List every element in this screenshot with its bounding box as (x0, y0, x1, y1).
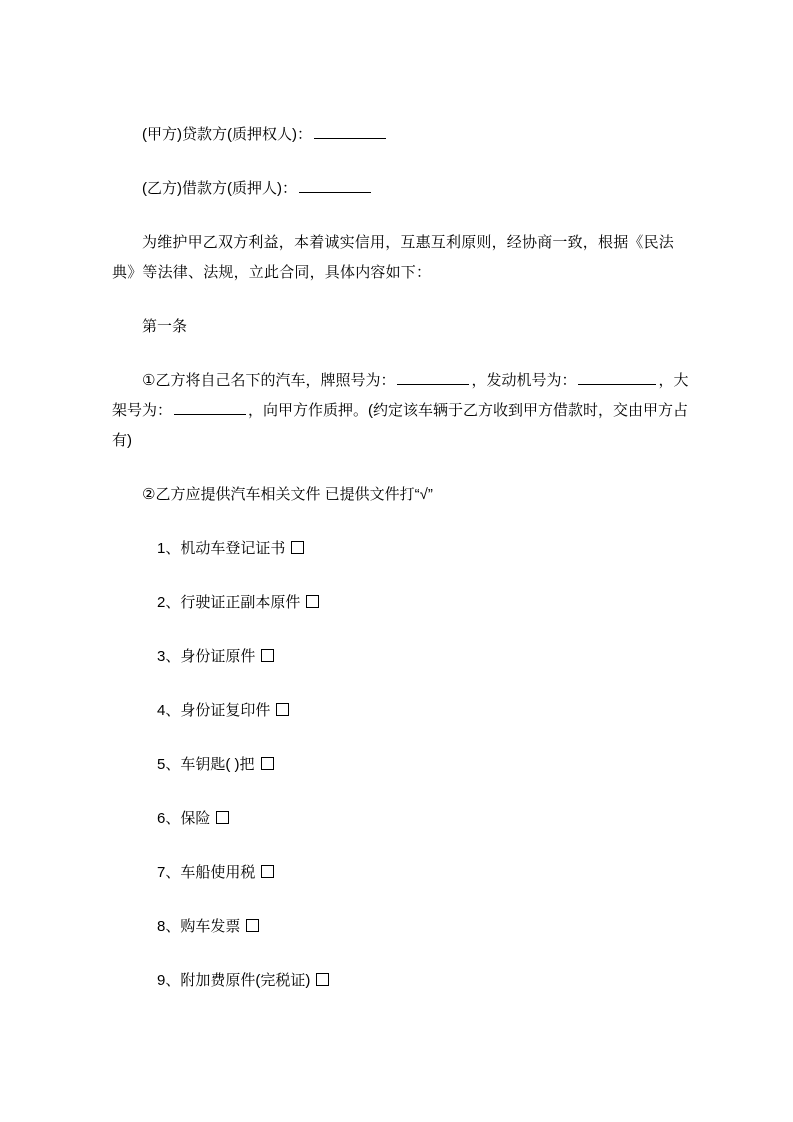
document-body (112, 120, 692, 1020)
clause-1-text-part1: ①乙方将自己名下的汽车，牌照号为： (142, 372, 396, 389)
preamble-paragraph: 为维护甲乙双方利益，本着诚实信用，互惠互利原则，经协商一致，根据《民法典》等法律、法规，立此合同，具体内容如下： (112, 234, 675, 281)
list-item (112, 534, 692, 564)
checklist-label-8: 8、购车发票 (157, 918, 241, 935)
checklist-label-9: 9、附加费原件(完税证) (157, 972, 311, 989)
checkbox-6[interactable] (216, 811, 229, 824)
party-line-jiafang (112, 120, 692, 150)
checkbox-7[interactable] (261, 865, 274, 878)
party-line-yifang (112, 174, 692, 204)
list-item (112, 858, 692, 888)
checklist-label-1: 1、机动车登记证书 (157, 540, 286, 557)
party-label-yifang: (乙方)借款方(质押人)： (142, 180, 297, 197)
list-item (112, 966, 692, 996)
checklist-label-3: 3、身份证原件 (157, 648, 256, 665)
clause-1-blank-engine[interactable] (578, 370, 656, 385)
clause-1-text-part2: ，发动机号为： (471, 372, 577, 389)
clause-1-blank-vin[interactable] (174, 400, 246, 415)
checkbox-4[interactable] (276, 703, 289, 716)
list-item (112, 642, 692, 672)
checkbox-9[interactable] (316, 973, 329, 986)
list-item (112, 588, 692, 618)
checklist-label-6: 6、保险 (157, 810, 211, 827)
party-blank-yifang[interactable] (299, 178, 371, 193)
clause-1-text-part4: ，向甲方作质押。(约定该车辆于乙方收到甲方借款时，交由甲方占有) (112, 402, 689, 449)
list-item (112, 912, 692, 942)
checklist-label-5: 5、车钥匙( )把 (157, 756, 255, 773)
clause-1-blank-plate[interactable] (397, 370, 469, 385)
checkbox-5[interactable] (261, 757, 274, 770)
checklist-label-2: 2、行驶证正副本原件 (157, 594, 301, 611)
list-item (112, 750, 692, 780)
checklist-label-7: 7、车船使用税 (157, 864, 256, 881)
party-label-jiafang: (甲方)贷款方(质押权人)： (142, 126, 312, 143)
checkbox-8[interactable] (246, 919, 259, 932)
section-one-title: 第一条 (142, 318, 188, 335)
list-item (112, 696, 692, 726)
clause-one-item-2: ②乙方应提供汽车相关文件 已提供文件打“√” (142, 486, 433, 503)
checkbox-3[interactable] (261, 649, 274, 662)
list-item (112, 804, 692, 834)
checkbox-1[interactable] (291, 541, 304, 554)
checklist-label-4: 4、身份证复印件 (157, 702, 271, 719)
clause-one-item-1 (112, 366, 692, 456)
checkbox-2[interactable] (306, 595, 319, 608)
clause-1-text-part3: ，大架号为： (112, 372, 689, 419)
party-blank-jiafang[interactable] (314, 124, 386, 139)
